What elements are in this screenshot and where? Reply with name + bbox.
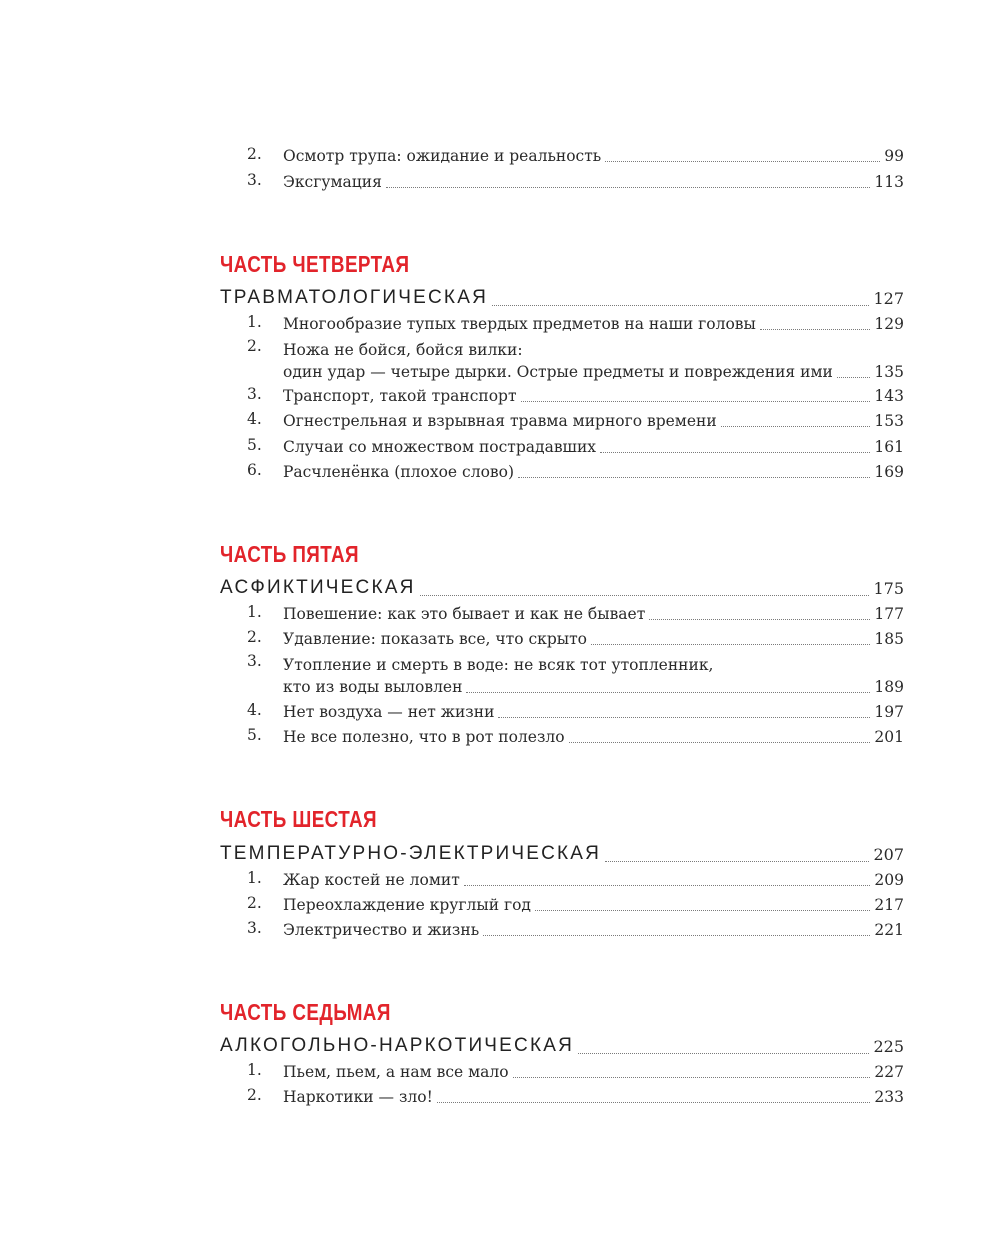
entry-title: кто из воды выловлен — [283, 678, 463, 696]
entry-title: Наркотики — зло! — [283, 1088, 433, 1106]
entry-title: Жар костей не ломит — [283, 871, 460, 889]
entry-title-line1: Ножа не бойся, бойся вилки: — [283, 341, 523, 359]
entry-page-number: 185 — [874, 630, 904, 648]
toc-entry[interactable] — [247, 144, 904, 166]
dot-leader — [483, 935, 870, 936]
entry-number: 5. — [247, 726, 262, 744]
entry-number: 3. — [247, 171, 262, 189]
entry-number: 3. — [247, 652, 262, 670]
section-heading-row[interactable] — [220, 574, 904, 600]
section-name: АЛКОГОЛЬНО-НАРКОТИЧЕСКАЯ — [220, 1035, 575, 1056]
toc-entry[interactable] — [247, 170, 904, 192]
dot-leader — [837, 377, 871, 378]
part-heading: ЧАСТЬ ПЯТАЯ — [220, 541, 360, 567]
entry-title: Удавление: показать все, что скрыто — [283, 630, 587, 648]
dot-leader — [591, 644, 870, 645]
entry-page-number: 135 — [874, 363, 904, 381]
entry-number: 3. — [247, 385, 262, 403]
section-heading-row[interactable] — [220, 840, 904, 866]
entry-number: 2. — [247, 894, 262, 912]
dot-leader — [569, 742, 871, 743]
entry-title: Переохлаждение круглый год — [283, 896, 531, 914]
entry-title: Повешение: как это бывает и как не бывает — [283, 605, 646, 623]
entry-title: Пьем, пьем, а нам все мало — [283, 1063, 509, 1081]
section-name: ТЕМПЕРАТУРНО-ЭЛЕКТРИЧЕСКАЯ — [220, 843, 602, 864]
entry-number: 4. — [247, 701, 262, 719]
dot-leader — [605, 161, 880, 162]
dot-leader — [649, 619, 870, 620]
toc-entry[interactable] — [247, 893, 904, 915]
entry-title: Осмотр трупа: ожидание и реальность — [283, 147, 602, 165]
dot-leader — [518, 477, 870, 478]
entry-number: 1. — [247, 1061, 262, 1079]
toc-entry[interactable] — [247, 725, 904, 747]
entry-page-number: 227 — [874, 1063, 904, 1081]
entry-page-number: 201 — [874, 728, 904, 746]
toc-entry[interactable] — [247, 868, 904, 890]
entry-title: Огнестрельная и взрывная травма мирного времени — [283, 412, 717, 430]
section-heading-row[interactable] — [220, 1032, 904, 1058]
section-page-number: 225 — [873, 1037, 904, 1056]
entry-title: Нет воздуха — нет жизни — [283, 703, 495, 721]
dot-leader — [437, 1102, 871, 1103]
entry-page-number: 217 — [874, 896, 904, 914]
entry-page-number: 221 — [874, 921, 904, 939]
dot-leader — [578, 1053, 869, 1054]
entry-title: Транспорт, такой транспорт — [283, 387, 517, 405]
toc-entry[interactable] — [247, 312, 904, 334]
entry-number: 5. — [247, 436, 262, 454]
entry-page-number: 233 — [874, 1088, 904, 1106]
part-heading: ЧАСТЬ ШЕСТАЯ — [220, 806, 377, 832]
section-page-number: 207 — [873, 845, 904, 864]
dot-leader — [600, 452, 870, 453]
dot-leader — [466, 692, 870, 693]
toc-entry[interactable] — [247, 460, 904, 482]
dot-leader — [492, 305, 869, 306]
entry-title: Не все полезно, что в рот полезло — [283, 728, 565, 746]
entry-title: Случаи со множеством пострадавших — [283, 438, 597, 456]
entry-title: Эксгумация — [283, 173, 382, 191]
dot-leader — [721, 426, 871, 427]
entry-page-number: 209 — [874, 871, 904, 889]
entry-title: Расчленёнка (плохое слово) — [283, 463, 515, 481]
dot-leader — [386, 187, 871, 188]
entry-number: 6. — [247, 461, 262, 479]
entry-page-number: 129 — [874, 315, 904, 333]
toc-entry[interactable] — [247, 435, 904, 457]
entry-number: 4. — [247, 410, 262, 428]
section-page-number: 127 — [873, 289, 904, 308]
dot-leader — [605, 861, 869, 862]
entry-page-number: 153 — [874, 412, 904, 430]
entry-number: 2. — [247, 337, 262, 355]
entry-page-number: 169 — [874, 463, 904, 481]
dot-leader — [521, 401, 871, 402]
entry-title: один удар — четыре дырки. Острые предметы и повреждения ими — [283, 363, 833, 381]
entry-page-number: 113 — [874, 173, 904, 191]
section-name: АСФИКТИЧЕСКАЯ — [220, 577, 416, 598]
section-heading-row[interactable] — [220, 284, 904, 310]
entry-title-line1: Утопление и смерть в воде: не всяк тот утопленник, — [283, 656, 714, 674]
toc-entry[interactable] — [247, 1085, 904, 1107]
toc-entry[interactable] — [247, 700, 904, 722]
dot-leader — [535, 910, 870, 911]
toc-entry[interactable] — [247, 384, 904, 406]
entry-page-number: 197 — [874, 703, 904, 721]
entry-number: 1. — [247, 313, 262, 331]
entry-page-number: 99 — [884, 147, 904, 165]
toc-entry[interactable] — [247, 1060, 904, 1082]
dot-leader — [760, 329, 871, 330]
toc-entry[interactable] — [247, 651, 904, 697]
entry-page-number: 143 — [874, 387, 904, 405]
section-name: ТРАВМАТОЛОГИЧЕСКАЯ — [220, 287, 488, 308]
entry-number: 1. — [247, 603, 262, 621]
toc-entry[interactable] — [247, 602, 904, 624]
entry-number: 1. — [247, 869, 262, 887]
part-heading: ЧАСТЬ СЕДЬМАЯ — [220, 999, 391, 1025]
dot-leader — [513, 1077, 871, 1078]
toc-entry[interactable] — [247, 336, 904, 382]
toc-entry[interactable] — [247, 918, 904, 940]
toc-entry[interactable] — [247, 409, 904, 431]
entry-title: Многообразие тупых твердых предметов на наши головы — [283, 315, 756, 333]
part-heading: ЧАСТЬ ЧЕТВЕРТАЯ — [220, 251, 410, 277]
section-page-number: 175 — [873, 579, 904, 598]
entry-page-number: 189 — [874, 678, 904, 696]
entry-title: Электричество и жизнь — [283, 921, 480, 939]
dot-leader — [464, 885, 871, 886]
entry-page-number: 161 — [874, 438, 904, 456]
entry-number: 2. — [247, 1086, 262, 1104]
dot-leader — [498, 717, 870, 718]
dot-leader — [420, 595, 870, 596]
entry-number: 3. — [247, 919, 262, 937]
entry-number: 2. — [247, 628, 262, 646]
toc-entry[interactable] — [247, 627, 904, 649]
entry-page-number: 177 — [874, 605, 904, 623]
entry-number: 2. — [247, 145, 262, 163]
